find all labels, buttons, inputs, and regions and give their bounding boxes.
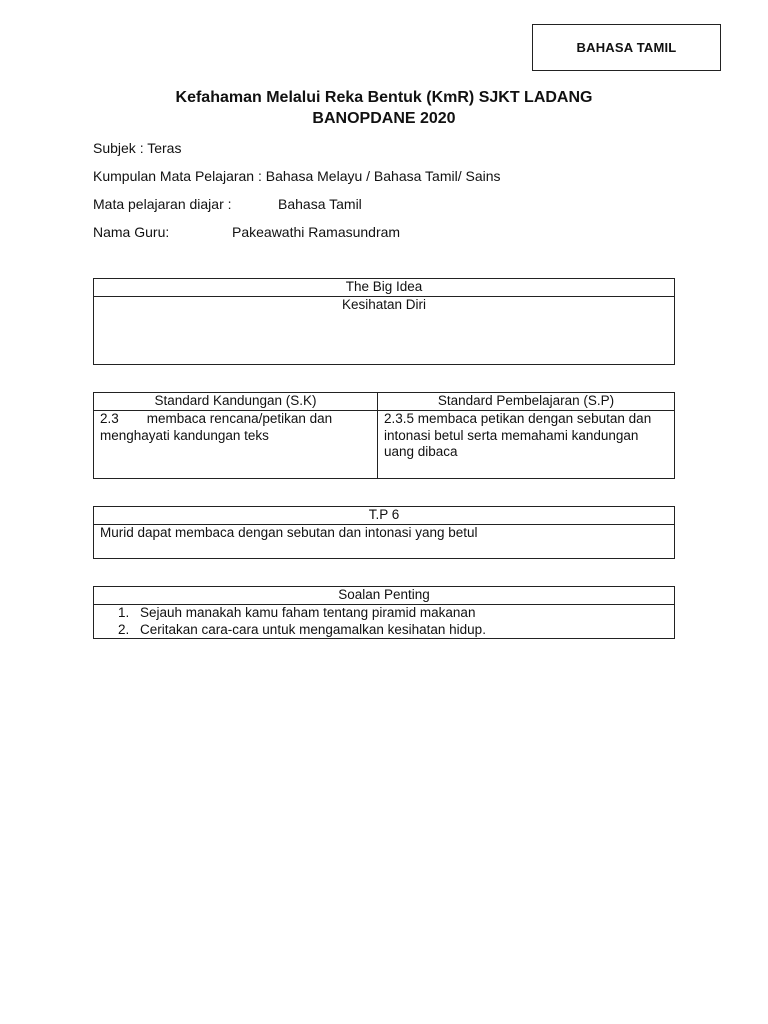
list-item-text: Sejauh manakah kamu faham tentang piramid makanan xyxy=(140,605,476,620)
soalan-content xyxy=(94,605,675,639)
sp-header: Standard Pembelajaran (S.P) xyxy=(378,393,675,411)
sk-content xyxy=(94,411,378,479)
list-item xyxy=(94,622,674,639)
tp-header: T.P 6 xyxy=(94,507,675,525)
nama-guru-label: Nama Guru: xyxy=(93,224,170,240)
sk-text-line-2: menghayati kandungan teks xyxy=(100,427,269,443)
subject-label: BAHASA TAMIL xyxy=(576,40,677,55)
list-item xyxy=(94,605,674,622)
mata-pelajaran-label: Mata pelajaran diajar : xyxy=(93,196,232,212)
list-item-number: 2. xyxy=(118,621,130,637)
subjek-line: Subjek : Teras xyxy=(93,140,182,156)
big-idea-table xyxy=(93,278,675,365)
sp-content: 2.3.5 membaca petikan dengan sebutan dan intonasi betul serta memahami kandungan uang dibaca xyxy=(378,411,675,479)
big-idea-header: The Big Idea xyxy=(94,279,675,297)
sk-number: 2.3 xyxy=(100,411,119,426)
subject-label-box xyxy=(532,24,721,71)
title-line-2: BANOPDANE 2020 xyxy=(312,110,456,127)
mata-pelajaran-line xyxy=(93,195,493,213)
list-item-number: 1. xyxy=(118,605,130,620)
soalan-header: Soalan Penting xyxy=(94,587,675,605)
list-item-text: Ceritakan cara-cara untuk mengamalkan kesihatan hidup. xyxy=(140,621,486,637)
nama-guru-line xyxy=(93,223,493,241)
sk-header: Standard Kandungan (S.K) xyxy=(94,393,378,411)
nama-guru-value: Pakeawathi Ramasundram xyxy=(232,224,401,240)
sk-text-line-1: membaca rencana/petikan dan xyxy=(146,411,333,426)
document-title xyxy=(0,87,768,129)
tp-content: Murid dapat membaca dengan sebutan dan intonasi yang betul xyxy=(94,525,675,559)
mata-pelajaran-value: Bahasa Tamil xyxy=(278,196,362,212)
soalan-table xyxy=(93,586,675,639)
title-line-1: Kefahaman Melalui Reka Bentuk (KmR) SJKT LADANG xyxy=(175,89,593,106)
standards-table xyxy=(93,392,675,479)
tp-table xyxy=(93,506,675,559)
kumpulan-line: Kumpulan Mata Pelajaran : Bahasa Melayu / Bahasa Tamil/ Sains xyxy=(93,168,501,184)
big-idea-content: Kesihatan Diri xyxy=(94,297,675,365)
